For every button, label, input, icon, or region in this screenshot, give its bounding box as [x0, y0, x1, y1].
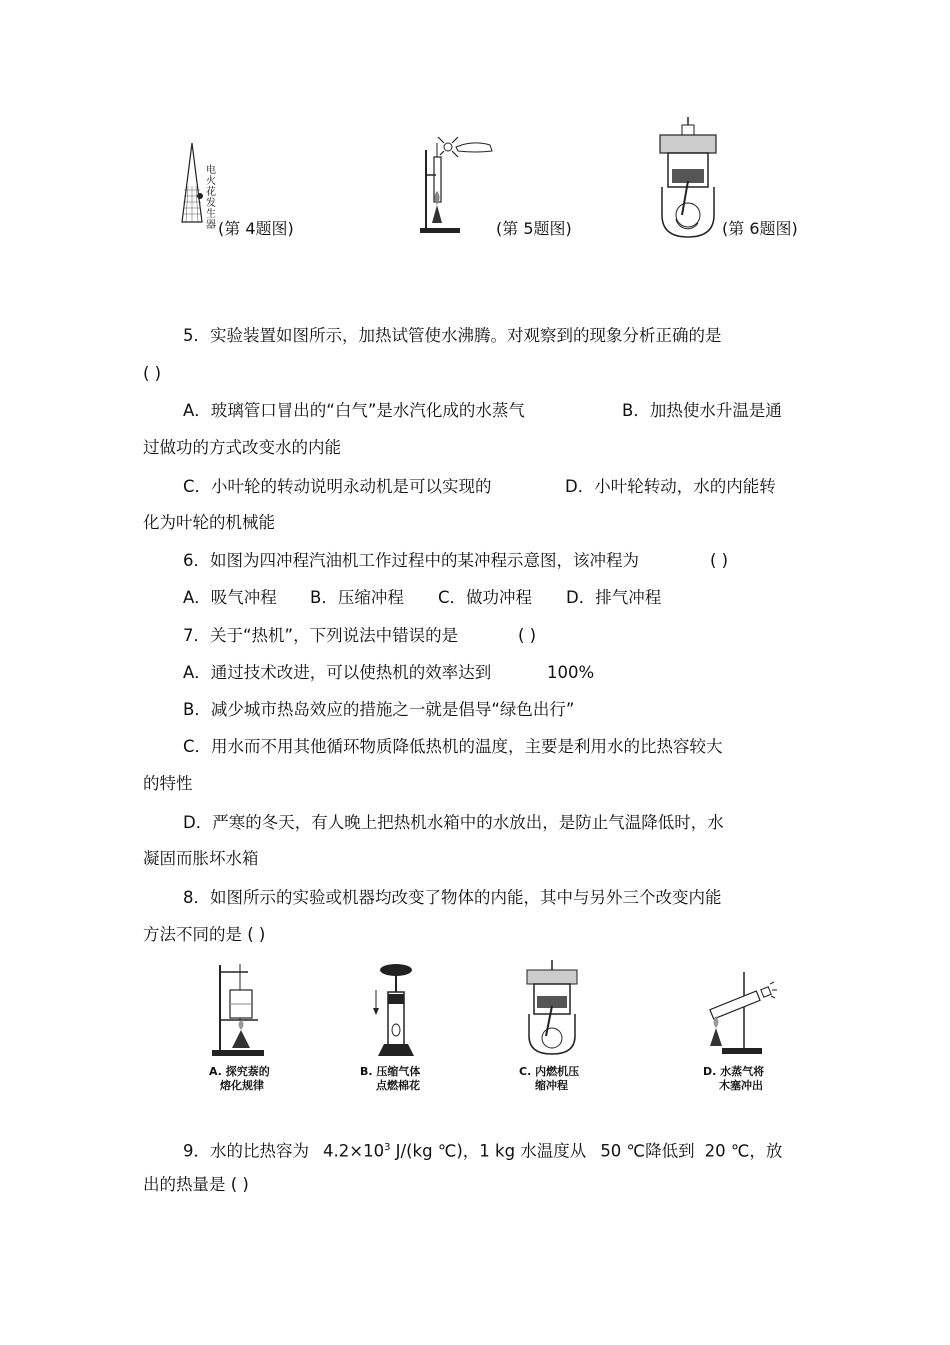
q7-option-a-value: 100% [547, 663, 595, 682]
q9-stem-c: J/(kg ℃)，1 kg 水温度从 [390, 1141, 587, 1161]
q5-option-b-cont: 过做功的方式改变水的内能 [143, 438, 341, 457]
q7-option-d-cont: 凝固而胀坏水箱 [143, 849, 259, 868]
engine-cylinder-icon [654, 115, 724, 240]
q6-paren: ( ) [710, 551, 729, 570]
q8-caption-c-1: C. 内燃机压 [519, 1065, 580, 1078]
q7-option-b: B．减少城市热岛效应的措施之一就是倡导“绿色出行” [183, 700, 575, 719]
q8-caption-a-1: A. 探究萘的 [209, 1065, 270, 1078]
q5-option-d-cont: 化为叶轮的机械能 [143, 513, 275, 532]
q7-option-d: D．严寒的冬天，有人晚上把热机水箱中的水放出，是防止气温降低时，水 [183, 813, 724, 832]
q8-caption-d-1: D. 水蒸气将 [703, 1065, 765, 1078]
combustion-engine-compression-icon [522, 958, 582, 1058]
q8-caption-b-2: 点燃棉花 [376, 1079, 420, 1092]
spark-generator-label: 电火花发生器 [206, 165, 216, 231]
air-compression-tube-icon [370, 960, 420, 1060]
q7-option-a: A．通过技术改进，可以使热机的效率达到 [183, 663, 492, 682]
naphthalene-melting-apparatus-icon [208, 960, 268, 1060]
q5-option-b: B．加热使水升温是通 [622, 401, 782, 420]
q8-caption-b-1: B. 压缩气体 [360, 1065, 421, 1078]
q5-stem: 5．实验装置如图所示，加热试管使水沸腾。对观察到的现象分析正确的是 [183, 326, 722, 345]
steam-cork-test-tube-icon [696, 970, 786, 1060]
q8-stem: 8．如图所示的实验或机器均改变了物体的内能，其中与另外三个改变内能 [183, 888, 722, 907]
q9-stem-a: 9．水的比热容为 [183, 1141, 309, 1161]
q5-option-a: A．玻璃管口冒出的“白气”是水汽化成的水蒸气 [183, 401, 525, 420]
q5-option-c: C．小叶轮的转动说明永动机是可以实现的 [183, 477, 492, 496]
q9-stem-cont: 出的热量是 ( ) [143, 1175, 249, 1194]
q7-stem: 7．关于“热机”，下列说法中错误的是 [183, 626, 459, 645]
q8-stem-cont: 方法不同的是 ( ) [143, 925, 266, 944]
q9-stem [183, 1137, 782, 1163]
q6-option-a: A．吸气冲程 [183, 588, 277, 607]
fig6-caption: (第 6题图) [722, 219, 798, 238]
q8-caption-a-2: 熔化规律 [220, 1079, 264, 1092]
q9-stem-exp: 3 [384, 1142, 391, 1153]
q9-stem-e: 20 ℃，放 [704, 1141, 783, 1161]
q5-paren: ( ) [143, 364, 162, 383]
q6-option-d: D．排气冲程 [566, 588, 662, 607]
q6-stem: 6．如图为四冲程汽油机工作过程中的某冲程示意图，该冲程为 [183, 551, 639, 570]
spark-generator-cone-icon [178, 140, 208, 230]
boiling-tube-pinwheel-icon [418, 135, 498, 235]
q9-stem-d: 50 ℃降低到 [600, 1141, 695, 1161]
q9-stem-b: 4.2×10 [323, 1141, 385, 1161]
q5-option-d: D．小叶轮转动，水的内能转 [565, 477, 776, 496]
fig5-caption: (第 5题图) [496, 219, 572, 238]
q6-option-c: C．做功冲程 [438, 588, 533, 607]
q7-paren: ( ) [518, 626, 537, 645]
q6-option-b: B．压缩冲程 [310, 588, 404, 607]
q8-caption-c-2: 缩冲程 [535, 1079, 568, 1092]
q7-option-c-cont: 的特性 [143, 774, 193, 793]
fig4-caption: (第 4题图) [218, 219, 294, 238]
q7-option-c: C．用水而不用其他循环物质降低热机的温度，主要是利用水的比热容较大 [183, 737, 723, 756]
q8-caption-d-2: 木塞冲出 [719, 1079, 763, 1092]
